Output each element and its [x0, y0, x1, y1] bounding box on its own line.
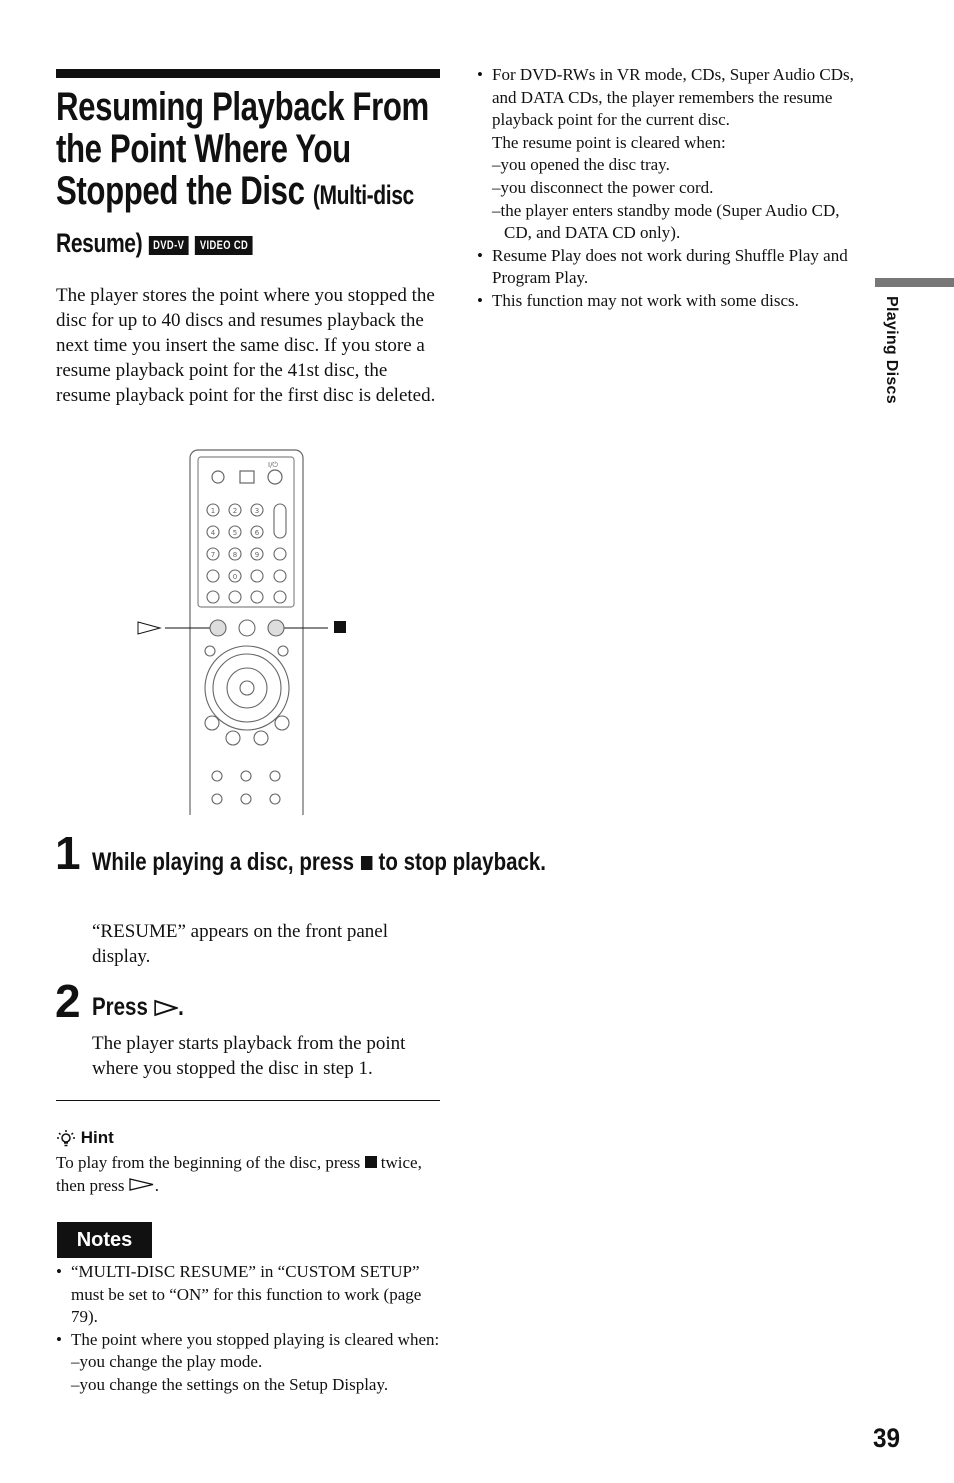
note-item: [56, 1329, 441, 1397]
label-4: 4: [210, 529, 216, 537]
hint-text: [56, 1151, 440, 1197]
hint-title-text: Hint: [80, 1128, 114, 1147]
note-item: [477, 64, 862, 245]
label-2: 2: [232, 507, 238, 515]
remote-body: [190, 450, 303, 820]
volume-rocker: [274, 504, 286, 538]
side-tab: [878, 296, 900, 416]
page-title: [56, 86, 456, 264]
title-rule: [56, 69, 440, 78]
time-button: [251, 570, 263, 582]
lower-button-1: [212, 771, 222, 781]
note-text: This function may not work with some discs.: [492, 290, 799, 310]
note-sub-item: –you opened the disc tray.: [492, 155, 670, 175]
advance-button: [251, 591, 263, 603]
note-sub-item: –you change the play mode.: [71, 1352, 263, 1372]
return-button: [205, 716, 219, 730]
lightbulb-icon: [56, 1129, 76, 1149]
note-text: For DVD-RWs in VR mode, CDs, Super Audio CDs, and DATA CDs, the player remembers the resume playback point for the current disc.: [492, 65, 854, 130]
replay-button: [229, 591, 241, 603]
step-2-number: 2: [55, 975, 81, 1027]
hint-text-1: To play from the beginning of the disc, press: [56, 1153, 361, 1172]
title-line-2: the Point Where You: [56, 127, 351, 171]
note-sub-item: The resume point is cleared when:: [492, 132, 726, 152]
title-line-3: [56, 170, 414, 216]
label-8: 8: [232, 551, 238, 559]
note-item: [477, 245, 862, 290]
display-button-2: [275, 716, 289, 730]
step-2-heading-text-2: .: [178, 993, 184, 1021]
right-notes-list: [477, 64, 862, 313]
note-sub-item: –you disconnect the power cord.: [492, 177, 714, 197]
jog-ring-outer: [205, 646, 289, 730]
remote-illustration: [130, 445, 360, 820]
step-1-number: 1: [55, 827, 81, 879]
lower-button-6: [270, 794, 280, 804]
lower-button-3: [270, 771, 280, 781]
label-6: 6: [254, 529, 260, 537]
clear-button: [207, 570, 219, 582]
menu-button-right: [278, 646, 288, 656]
play-callout-symbol: [138, 622, 160, 634]
stop-icon: [360, 855, 373, 871]
hint-divider: [56, 1100, 440, 1101]
label-0: 0: [232, 573, 238, 581]
notes-label: Notes: [57, 1222, 152, 1258]
stop-button: [268, 620, 284, 636]
title-line-1: Resuming Playback From: [56, 85, 429, 129]
lower-button-4: [212, 794, 222, 804]
hint-text-3: .: [154, 1176, 159, 1195]
hint-title: [56, 1128, 114, 1149]
label-3: 3: [254, 507, 260, 515]
note-item: [477, 290, 862, 313]
side-tab-label: Playing Discs: [883, 296, 900, 404]
stop-callout-symbol: [334, 621, 346, 633]
title-subtitle-2: Resume): [56, 228, 143, 258]
next-button: [274, 591, 286, 603]
set-button: [274, 570, 286, 582]
hint-text-2: twice, then press: [56, 1153, 422, 1195]
play-icon: [154, 999, 179, 1017]
step-2-heading-text: Press: [92, 993, 148, 1021]
page-number: 39: [873, 1423, 901, 1453]
badge-dvd-v: DVD-V: [148, 236, 188, 255]
title-line-3-text: Stopped the Disc: [56, 169, 305, 213]
step-1-heading-text-2: to stop playback.: [378, 848, 547, 876]
intro-paragraph: The player stores the point where you stopped the disc for up to 40 discs and resumes playback the next time you insert the same disc. If you store a resume playback point for the 41st disc, the resume playback point for the first disc is deleted.: [56, 285, 436, 406]
remote-cutoff: [185, 815, 310, 820]
top-menu-button: [226, 731, 240, 745]
side-tab-bar: [875, 278, 954, 287]
display-button: [240, 471, 254, 483]
step-2-body: The player starts playback from the point where you stopped the disc in step 1.: [92, 1033, 406, 1079]
prev-button: [207, 591, 219, 603]
eject-button: [212, 471, 224, 483]
svg-text:I/⏻: I/⏻: [268, 461, 278, 469]
jog-ring-inner: [213, 654, 281, 722]
label-1: 1: [210, 507, 216, 515]
play-icon-small: [129, 1178, 155, 1191]
power-button: [268, 470, 282, 484]
title-line-4: [56, 218, 253, 264]
play-button: [210, 620, 226, 636]
direction-pad: [227, 668, 267, 708]
stop-icon-small: [365, 1156, 377, 1168]
step-2-heading: [92, 990, 184, 1024]
enter-button: [240, 681, 254, 695]
label-5: 5: [232, 529, 238, 537]
menu-button: [254, 731, 268, 745]
label-7: 7: [210, 551, 216, 559]
step-1-heading: [92, 845, 547, 879]
notes-list: [56, 1261, 441, 1397]
note-text: “MULTI-DISC RESUME” in “CUSTOM SETUP” must be set to “ON” for this function to work (page 79).: [71, 1262, 422, 1327]
mute-button: [274, 548, 286, 560]
pause-button: [239, 620, 255, 636]
step-1-heading-text: While playing a disc, press: [92, 848, 355, 876]
step-1-body: “RESUME” appears on the front panel display.: [92, 921, 388, 967]
menu-button-left: [205, 646, 215, 656]
note-sub-item: –the player enters standby mode (Super Audio CD, CD, and DATA CD only).: [492, 200, 840, 243]
title-subtitle-1: (Multi-disc: [312, 180, 414, 210]
note-text: Resume Play does not work during Shuffle Play and Program Play.: [492, 245, 848, 288]
note-item: [56, 1261, 441, 1329]
label-9: 9: [254, 551, 260, 559]
lower-button-5: [241, 794, 251, 804]
lower-button-2: [241, 771, 251, 781]
note-sub-item: –you change the settings on the Setup Display.: [71, 1374, 389, 1394]
badge-video-cd: VIDEO CD: [195, 236, 253, 255]
note-text: The point where you stopped playing is cleared when:: [71, 1329, 440, 1349]
